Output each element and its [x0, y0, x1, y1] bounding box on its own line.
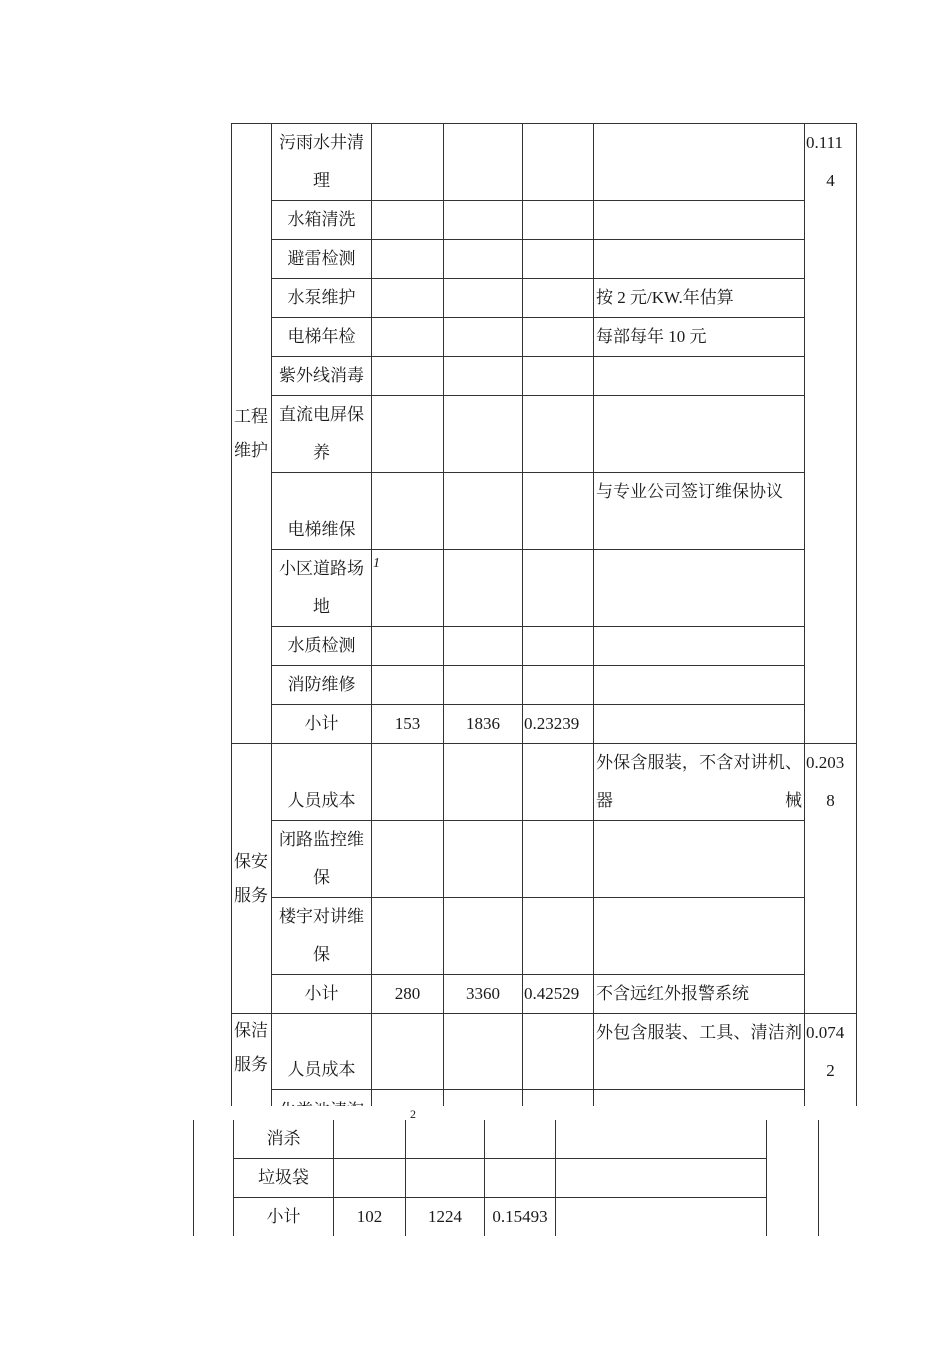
item-note: 外包含服装、工具、清洁剂	[594, 1014, 805, 1090]
cost-table-upper	[231, 123, 857, 1150]
item-security-staff	[272, 744, 372, 821]
item-note: 按 2 元/KW.年估算	[594, 279, 805, 318]
subtotal-ratio: 0.23239	[523, 705, 594, 744]
item-label: 水质检测	[287, 636, 356, 655]
item-label: 消杀	[266, 1129, 301, 1148]
item-note: 外保含服装，不含对讲机、器械	[594, 744, 805, 821]
rate-line-1: 0.111	[806, 133, 843, 152]
item-label: 闭路监控维保	[279, 830, 364, 887]
rate-security	[805, 744, 857, 1014]
category-label: 保洁服务	[234, 1021, 268, 1074]
subtotal-row-security	[232, 975, 857, 1014]
item-note: 每部每年 10 元	[594, 318, 805, 357]
subtotal-note	[594, 705, 805, 744]
page-number: 2	[410, 1107, 416, 1121]
rate-cleaning-cont	[767, 1120, 819, 1236]
item-garbage-bags	[234, 1159, 334, 1198]
item-label: 紫外线消毒	[279, 366, 364, 385]
item-water-tank	[272, 201, 372, 240]
item-note	[594, 550, 805, 627]
item-note	[556, 1159, 767, 1198]
item-note	[594, 898, 805, 975]
item-cleaning-staff	[272, 1014, 372, 1090]
category-engineering	[232, 124, 272, 744]
item-lightning	[272, 240, 372, 279]
rate-line-2: 2	[826, 1061, 835, 1080]
subtotal-monthly: 280	[372, 975, 444, 1014]
item-fire	[272, 666, 372, 705]
rate-line-2: 8	[826, 791, 835, 810]
subtotal-label: 小计	[234, 1198, 334, 1237]
subtotal-label: 小计	[272, 975, 372, 1014]
subtotal-ratio: 0.42529	[523, 975, 594, 1014]
item-label: 电梯年检	[287, 327, 356, 346]
cost-table-lower	[193, 1120, 819, 1236]
item-note	[594, 627, 805, 666]
rate-line-2: 4	[826, 171, 835, 190]
category-cleaning-cont	[194, 1120, 234, 1236]
item-note	[594, 201, 805, 240]
item-label: 人员成本	[287, 791, 356, 810]
item-label: 电梯维保	[287, 520, 356, 539]
footnote-mark: 1	[373, 556, 380, 571]
subtotal-ratio: 0.15493	[485, 1198, 556, 1237]
item-label: 污雨水井清理	[279, 133, 364, 190]
subtotal-row-engineering	[232, 705, 857, 744]
item-note	[594, 357, 805, 396]
category-label: 保安服务	[234, 851, 268, 905]
item-note	[594, 396, 805, 473]
item-cctv	[272, 821, 372, 898]
item-label: 消防维修	[287, 675, 356, 694]
subtotal-note: 不含远红外报警系统	[594, 975, 805, 1014]
item-elevator-inspection	[272, 318, 372, 357]
item-label: 垃圾袋	[258, 1168, 309, 1187]
item-note: 与专业公司签订维保协议	[594, 473, 805, 550]
category-security	[232, 744, 272, 1014]
item-label: 避雷检测	[287, 249, 356, 268]
subtotal-annual: 1224	[406, 1198, 485, 1237]
item-note	[594, 821, 805, 898]
rate-engineering	[805, 124, 857, 744]
subtotal-label: 小计	[272, 705, 372, 744]
item-label: 直流电屏保养	[279, 405, 364, 462]
subtotal-annual: 1836	[444, 705, 523, 744]
item-label: 楼宇对讲维保	[279, 907, 364, 964]
item-note	[594, 666, 805, 705]
subtotal-annual: 3360	[444, 975, 523, 1014]
item-note	[594, 124, 805, 201]
item-roads	[272, 550, 372, 627]
item-label: 小区道路场地	[279, 559, 364, 616]
item-uv	[272, 357, 372, 396]
item-intercom	[272, 898, 372, 975]
item-dc-panel	[272, 396, 372, 473]
subtotal-monthly: 153	[372, 705, 444, 744]
category-label: 工程维护	[234, 406, 268, 460]
item-sewer-well	[272, 124, 372, 201]
item-pump	[272, 279, 372, 318]
item-note	[556, 1120, 767, 1159]
item-label: 人员成本	[287, 1060, 356, 1079]
subtotal-row-cleaning	[194, 1198, 819, 1237]
item-elevator-maint	[272, 473, 372, 550]
item-label: 水泵维护	[287, 288, 356, 307]
item-disinfection	[234, 1120, 334, 1159]
item-note	[594, 240, 805, 279]
subtotal-monthly: 102	[334, 1198, 406, 1237]
rate-line-1: 0.203	[806, 753, 845, 772]
rate-line-1: 0.074	[806, 1023, 845, 1042]
subtotal-note	[556, 1198, 767, 1237]
item-label: 水箱清洗	[287, 210, 356, 229]
item-water-quality	[272, 627, 372, 666]
